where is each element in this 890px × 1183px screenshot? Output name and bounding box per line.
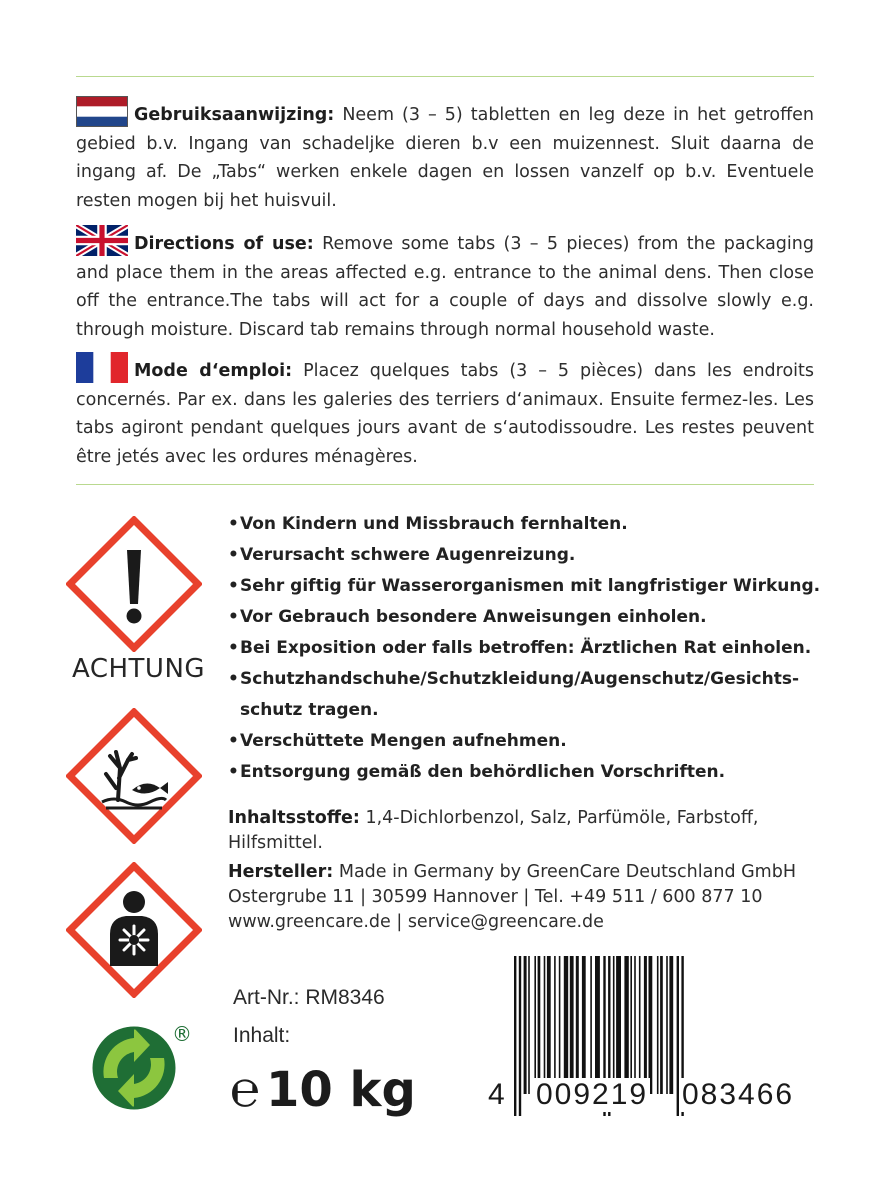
barcode-bar [534,956,536,1094]
netherlands-flag-icon [76,96,128,127]
barcode-digit-first: 4 [488,1078,505,1111]
top-divider [76,76,814,77]
estimated-sign-icon: ℮ [230,1060,261,1118]
barcode-bar [554,956,556,1094]
barcode-bar [590,956,592,1094]
barcode-bar [519,956,521,1116]
barcode-bar [559,956,561,1094]
barcode-bar [657,956,659,1094]
barcode-bar [660,956,663,1094]
ingredients-text: 1,4-Dichlorbenzol, Salz, Parfümöle, Farbstoff, Hilfsmittel. [228,808,759,853]
signal-word: ACHTUNG [72,654,206,684]
instructions-fr-label: Mode d‘emploi: [134,361,293,381]
list-item: •Verursacht schwere Augenreizung. [228,545,576,565]
france-flag-icon [76,352,128,383]
list-item: •Entsorgung gemäß den behördlichen Vorschriften. [228,762,726,782]
barcode-bar [576,956,579,1094]
barcode-bar [616,956,621,1094]
hazard-statements [228,509,828,788]
barcode-bar [595,956,600,1094]
barcode-bar [644,956,647,1094]
barcode-digits-left: 009219 [536,1078,649,1111]
barcode-bar [582,956,586,1094]
uk-flag-icon [76,225,128,256]
green-dot-logo-icon [92,1024,202,1119]
ingredients-label: Inhaltsstoffe: [228,808,360,828]
barcode-bar [544,956,546,1094]
barcode-bar [514,956,516,1116]
instructions-en-label: Directions of use: [134,234,314,254]
manufacturer: Hersteller: Made in Germany by GreenCare Deutschland GmbH Ostergrube 11 | 30599 Hannover | Tel. +49 511 / 600 877 10 www.greencare.de | service@greencare.de [228,862,796,932]
content-label: Inhalt: [233,1024,291,1047]
instructions-fr [76,352,814,471]
registered-mark: ® [172,1022,192,1046]
barcode-bar [538,956,541,1094]
article-number: Art-Nr.: RM8346 [233,986,385,1009]
instructions-nl-label: Gebruiksaanwijzing: [134,105,335,125]
barcode-bar [649,956,653,1094]
list-item: •Verschüttete Mengen aufnehmen. [228,731,567,751]
barcode-bar [634,956,636,1094]
instructions-en [76,225,814,344]
health-hazard-icon [66,862,202,998]
instructions-fr-text: Placez quelques tabs (3 – 5 pièces) dans les endroits concernés. Par ex. dans les galeries des terriers d‘animaux. Ensuite fermez-les. Les tabs agiront pendant quelques jours avant de s‘autodissoudre. Les restes peuvent être jetés avec les ordures ménagères. [76,361,815,467]
barcode-bar [639,956,641,1094]
barcode-bar [669,956,673,1094]
quantity-value: 10 kg [266,1062,416,1118]
list-item: •Von Kindern und Missbrauch fernhalten. [228,514,628,534]
net-quantity [230,1060,416,1118]
barcode-bar [570,956,574,1094]
barcode-bar [524,956,527,1094]
barcode-bar [624,956,628,1094]
barcode-bar [613,956,615,1094]
exclamation-mark-icon [66,516,202,652]
list-item: •Schutzhandschuhe/Schutzkleidung/Augenschutz/Gesichts- schutz tragen. [228,669,800,720]
ingredients [228,806,828,856]
manufacturer-web: www.greencare.de | service@greencare.de [228,912,604,932]
barcode-bar [677,956,679,1116]
barcode-bar [528,956,530,1094]
instructions-nl-text: Neem (3 – 5) tabletten en leg deze in het getroffen gebied b.v. Ingang van schadeljke dieren b.v een muizennest. Sluit daarna de ingang af. De „Tabs“ werken enkele dagen en lossen vanzelf op b.v. Eventuele resten mogen bij het huisvuil. [76,105,814,211]
list-item: •Sehr giftig für Wasserorganismen mit langfristiger Wirkung. [228,576,821,596]
environment-hazard-icon [66,708,202,844]
barcode-digits-right: 083466 [682,1078,795,1111]
barcode-bar [547,956,551,1094]
middle-divider [76,484,814,485]
barcode-bar [630,956,632,1094]
barcode-bar [564,956,568,1094]
instructions-en-text: Remove some tabs (3 – 5 pieces) from the packaging and place them in the areas affected e.g. entrance to the animal dens. Then close off the entrance.The tabs will act for a couple of days and dissolve slowly e.g. through moisture. Discard tab remains through normal household waste. [76,234,814,340]
manufacturer-label: Hersteller: [228,862,334,882]
barcode-bar [666,956,668,1094]
list-item: •Vor Gebrauch besondere Anweisungen einholen. [228,607,707,627]
instructions-nl [76,96,814,215]
list-item: •Bei Exposition oder falls betroffen: Ärztlichen Rat einholen. [228,638,812,658]
